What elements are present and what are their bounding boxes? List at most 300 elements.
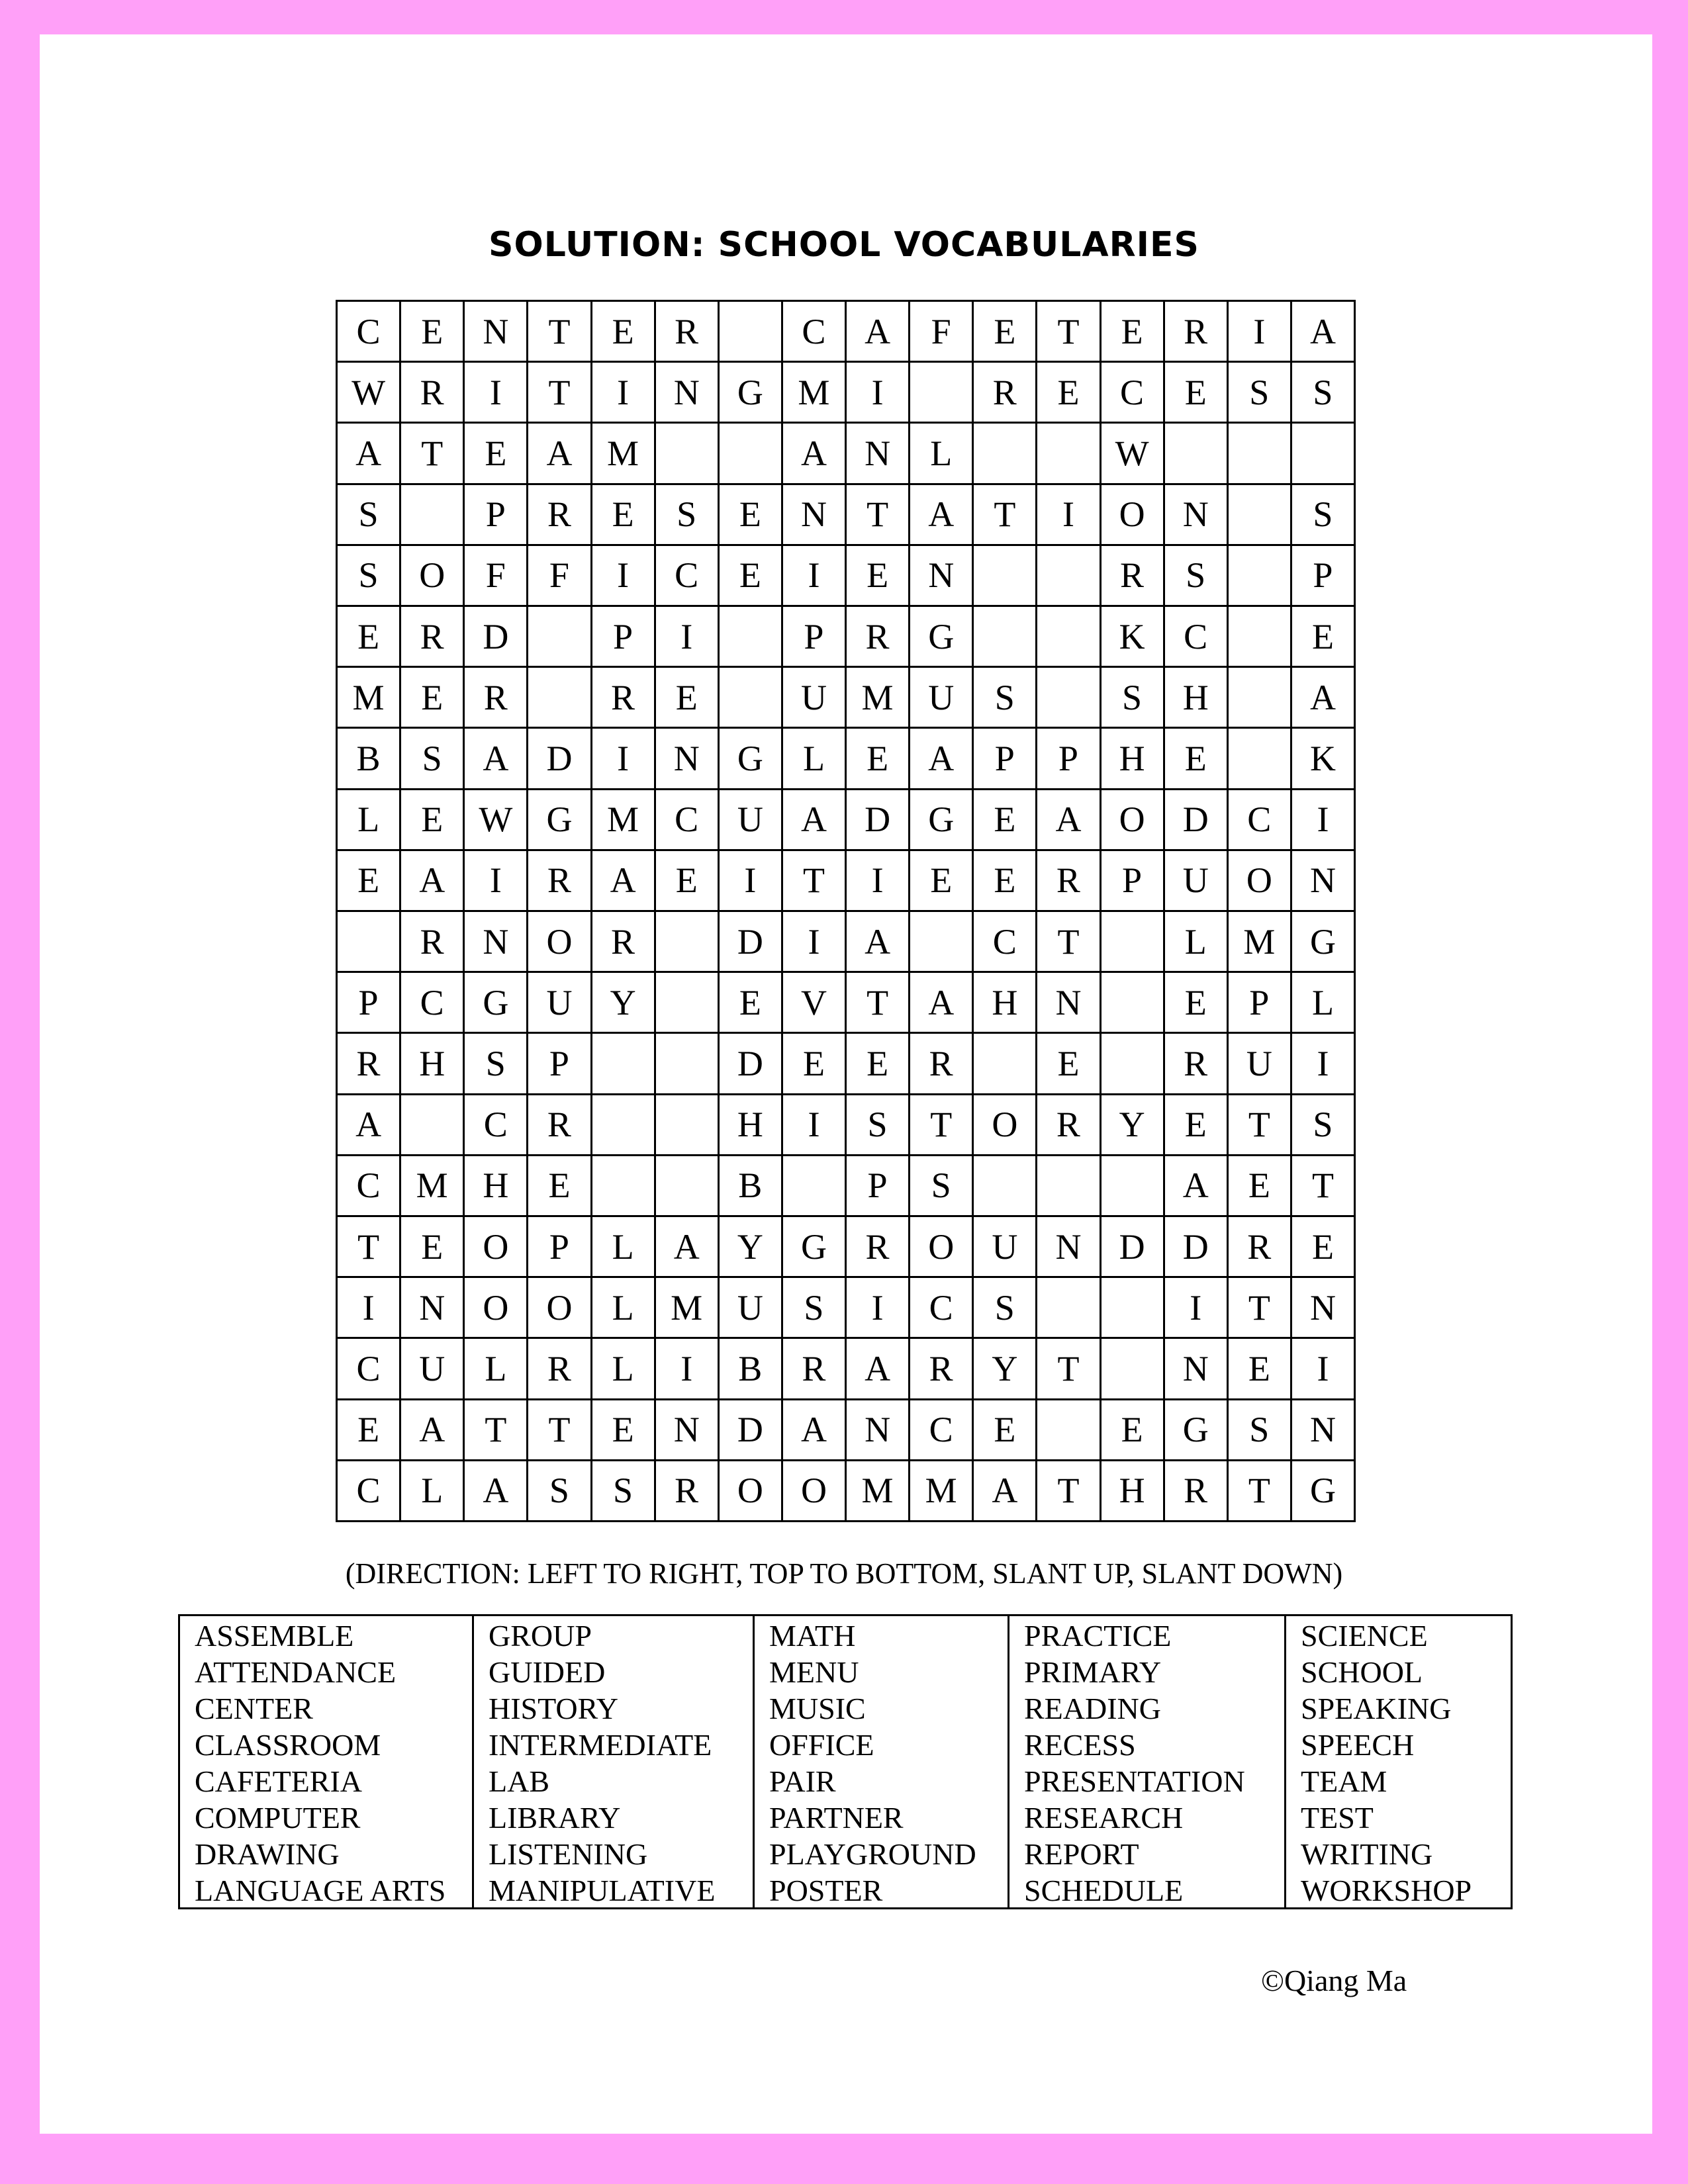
- grid-cell: P: [528, 1034, 592, 1095]
- grid-cell: I: [465, 363, 528, 424]
- grid-cell: T: [910, 1095, 974, 1156]
- grid-cell: E: [656, 851, 720, 912]
- grid-cell: R: [1165, 302, 1229, 363]
- grid-cell: C: [401, 973, 465, 1034]
- grid-cell: C: [1102, 363, 1165, 424]
- grid-cell: A: [974, 1461, 1037, 1522]
- grid-cell: O: [401, 546, 465, 607]
- grid-cell: T: [401, 424, 465, 484]
- grid-cell: C: [656, 790, 720, 851]
- grid-cell: S: [592, 1461, 656, 1522]
- grid-cell: P: [1037, 729, 1101, 790]
- grid-cell: E: [783, 1034, 847, 1095]
- word-bank-word: LAB: [489, 1764, 549, 1798]
- grid-cell: H: [465, 1156, 528, 1217]
- grid-cell: Y: [720, 1217, 783, 1278]
- grid-cell: E: [401, 668, 465, 729]
- grid-cell: P: [847, 1156, 910, 1217]
- grid-cell: E: [974, 1400, 1037, 1461]
- grid-cell: U: [720, 790, 783, 851]
- grid-cell: B: [720, 1156, 783, 1217]
- word-bank-word: DRAWING: [195, 1837, 340, 1871]
- grid-cell: E: [1165, 1095, 1229, 1156]
- grid-cell: O: [783, 1461, 847, 1522]
- grid-cell: T: [1037, 1461, 1101, 1522]
- grid-cell: I: [847, 1278, 910, 1339]
- grid-cell: R: [338, 1034, 401, 1095]
- grid-cell: O: [528, 1278, 592, 1339]
- grid-cell: R: [401, 912, 465, 973]
- grid-cell: P: [465, 485, 528, 546]
- grid-cell: N: [656, 363, 720, 424]
- grid-cell: I: [465, 851, 528, 912]
- grid-cell: M: [592, 424, 656, 484]
- grid-cell: F: [465, 546, 528, 607]
- grid-cell: R: [974, 363, 1037, 424]
- grid-cell: E: [847, 546, 910, 607]
- grid-cell: S: [338, 546, 401, 607]
- grid-cell: E: [974, 790, 1037, 851]
- grid-cell: A: [592, 851, 656, 912]
- grid-cell: O: [465, 1217, 528, 1278]
- grid-cell: N: [656, 729, 720, 790]
- grid-cell: A: [401, 851, 465, 912]
- grid-cell: R: [1037, 1095, 1101, 1156]
- grid-cell: [1102, 1278, 1165, 1339]
- grid-cell: L: [1292, 973, 1356, 1034]
- word-bank-word: PAIR: [769, 1764, 836, 1798]
- grid-cell: R: [592, 668, 656, 729]
- grid-cell: H: [401, 1034, 465, 1095]
- grid-cell: T: [974, 485, 1037, 546]
- word-bank-word: RESEARCH: [1024, 1801, 1184, 1835]
- grid-cell: I: [1037, 485, 1101, 546]
- grid-cell: [720, 302, 783, 363]
- grid-cell: N: [910, 546, 974, 607]
- word-bank-word: CLASSROOM: [195, 1728, 381, 1762]
- grid-cell: A: [783, 790, 847, 851]
- grid-cell: T: [783, 851, 847, 912]
- grid-cell: E: [720, 485, 783, 546]
- grid-cell: [1037, 668, 1101, 729]
- grid-cell: [656, 1095, 720, 1156]
- grid-cell: G: [1292, 1461, 1356, 1522]
- word-bank-word: COMPUTER: [195, 1801, 361, 1835]
- grid-cell: I: [847, 851, 910, 912]
- grid-cell: K: [1102, 607, 1165, 668]
- word-bank-word: READING: [1024, 1692, 1161, 1725]
- grid-cell: I: [783, 912, 847, 973]
- grid-cell: I: [1165, 1278, 1229, 1339]
- grid-cell: Y: [974, 1339, 1037, 1400]
- grid-cell: T: [847, 485, 910, 546]
- word-bank-word: PRACTICE: [1024, 1619, 1172, 1653]
- grid-cell: M: [910, 1461, 974, 1522]
- grid-cell: G: [465, 973, 528, 1034]
- grid-cell: O: [910, 1217, 974, 1278]
- grid-cell: A: [1292, 302, 1356, 363]
- grid-cell: I: [1292, 1339, 1356, 1400]
- grid-cell: [1037, 424, 1101, 484]
- word-bank-word: SCHEDULE: [1024, 1874, 1184, 1907]
- grid-cell: [974, 424, 1037, 484]
- grid-cell: [1229, 668, 1292, 729]
- grid-cell: [656, 424, 720, 484]
- grid-cell: D: [847, 790, 910, 851]
- grid-cell: P: [1229, 973, 1292, 1034]
- grid-cell: [1037, 1278, 1101, 1339]
- grid-cell: A: [338, 1095, 401, 1156]
- grid-cell: A: [910, 729, 974, 790]
- grid-cell: N: [783, 485, 847, 546]
- grid-cell: E: [1229, 1156, 1292, 1217]
- grid-cell: C: [338, 302, 401, 363]
- word-bank-word: INTERMEDIATE: [489, 1728, 712, 1762]
- grid-cell: M: [401, 1156, 465, 1217]
- grid-cell: T: [465, 1400, 528, 1461]
- grid-cell: F: [528, 546, 592, 607]
- word-bank-word: ATTENDANCE: [195, 1655, 397, 1689]
- word-bank-word: PARTNER: [769, 1801, 904, 1835]
- grid-cell: [592, 1156, 656, 1217]
- grid-cell: U: [974, 1217, 1037, 1278]
- grid-cell: E: [656, 668, 720, 729]
- word-bank-column: [474, 1616, 755, 1907]
- grid-cell: E: [465, 424, 528, 484]
- word-bank-word: RECESS: [1024, 1728, 1136, 1762]
- grid-cell: E: [528, 1156, 592, 1217]
- grid-cell: [1037, 546, 1101, 607]
- grid-cell: T: [1229, 1095, 1292, 1156]
- grid-cell: U: [720, 1278, 783, 1339]
- grid-cell: [1037, 1156, 1101, 1217]
- grid-cell: R: [910, 1034, 974, 1095]
- grid-cell: D: [528, 729, 592, 790]
- grid-cell: E: [910, 851, 974, 912]
- grid-cell: I: [656, 1339, 720, 1400]
- grid-cell: P: [1102, 851, 1165, 912]
- grid-cell: E: [1165, 973, 1229, 1034]
- word-bank-word: LISTENING: [489, 1837, 648, 1871]
- grid-cell: O: [1102, 485, 1165, 546]
- grid-cell: N: [1165, 485, 1229, 546]
- grid-cell: A: [847, 1339, 910, 1400]
- grid-cell: S: [1229, 363, 1292, 424]
- word-bank-word: SCHOOL: [1301, 1655, 1423, 1689]
- grid-cell: N: [465, 302, 528, 363]
- word-bank-word: HISTORY: [489, 1692, 618, 1725]
- grid-cell: N: [1037, 1217, 1101, 1278]
- grid-cell: R: [401, 363, 465, 424]
- page-title: SOLUTION: SCHOOL VOCABULARIES: [489, 225, 1199, 265]
- grid-cell: L: [592, 1217, 656, 1278]
- grid-cell: S: [656, 485, 720, 546]
- grid-cell: O: [465, 1278, 528, 1339]
- grid-cell: [783, 1156, 847, 1217]
- grid-cell: I: [592, 363, 656, 424]
- grid-cell: E: [401, 302, 465, 363]
- grid-cell: T: [338, 1217, 401, 1278]
- grid-cell: I: [847, 363, 910, 424]
- grid-cell: P: [974, 729, 1037, 790]
- word-bank-word: POSTER: [769, 1874, 883, 1907]
- grid-cell: R: [1165, 1461, 1229, 1522]
- grid-cell: R: [656, 1461, 720, 1522]
- grid-cell: G: [528, 790, 592, 851]
- grid-cell: E: [1165, 363, 1229, 424]
- grid-cell: D: [720, 912, 783, 973]
- grid-cell: I: [1292, 1034, 1356, 1095]
- grid-cell: L: [1165, 912, 1229, 973]
- word-bank-word: GROUP: [489, 1619, 592, 1653]
- grid-cell: [1229, 729, 1292, 790]
- grid-cell: A: [1037, 790, 1101, 851]
- grid-cell: L: [401, 1461, 465, 1522]
- grid-cell: A: [401, 1400, 465, 1461]
- grid-cell: F: [910, 302, 974, 363]
- grid-cell: N: [1165, 1339, 1229, 1400]
- grid-cell: E: [338, 851, 401, 912]
- grid-cell: A: [1292, 668, 1356, 729]
- grid-cell: O: [1102, 790, 1165, 851]
- grid-cell: E: [847, 1034, 910, 1095]
- grid-cell: [1037, 607, 1101, 668]
- grid-cell: L: [783, 729, 847, 790]
- grid-cell: E: [401, 1217, 465, 1278]
- grid-cell: [720, 607, 783, 668]
- grid-cell: U: [910, 668, 974, 729]
- grid-cell: N: [401, 1278, 465, 1339]
- word-bank-word: LANGUAGE ARTS: [195, 1874, 446, 1907]
- grid-cell: [1229, 607, 1292, 668]
- grid-cell: G: [1292, 912, 1356, 973]
- grid-cell: E: [974, 851, 1037, 912]
- grid-cell: R: [847, 1217, 910, 1278]
- grid-cell: [910, 912, 974, 973]
- grid-cell: R: [1229, 1217, 1292, 1278]
- grid-cell: [1229, 546, 1292, 607]
- grid-cell: [910, 363, 974, 424]
- word-bank-word: WRITING: [1301, 1837, 1433, 1871]
- grid-cell: [974, 607, 1037, 668]
- grid-cell: S: [528, 1461, 592, 1522]
- grid-cell: K: [1292, 729, 1356, 790]
- grid-cell: U: [528, 973, 592, 1034]
- grid-cell: R: [528, 1095, 592, 1156]
- grid-cell: T: [1037, 1339, 1101, 1400]
- grid-cell: [974, 1156, 1037, 1217]
- grid-cell: R: [783, 1339, 847, 1400]
- grid-cell: U: [1165, 851, 1229, 912]
- grid-cell: G: [910, 790, 974, 851]
- grid-cell: A: [465, 729, 528, 790]
- grid-cell: O: [720, 1461, 783, 1522]
- grid-cell: H: [720, 1095, 783, 1156]
- word-bank-word: CENTER: [195, 1692, 313, 1725]
- grid-cell: S: [338, 485, 401, 546]
- grid-cell: S: [783, 1278, 847, 1339]
- grid-cell: S: [401, 729, 465, 790]
- grid-cell: L: [338, 790, 401, 851]
- grid-cell: E: [401, 790, 465, 851]
- grid-cell: E: [1037, 363, 1101, 424]
- word-bank-column: [755, 1616, 1009, 1907]
- grid-cell: M: [847, 1461, 910, 1522]
- word-bank-word: SPEAKING: [1301, 1692, 1452, 1725]
- grid-cell: I: [783, 1095, 847, 1156]
- grid-cell: W: [1102, 424, 1165, 484]
- grid-cell: I: [592, 729, 656, 790]
- grid-cell: E: [1102, 302, 1165, 363]
- grid-cell: C: [910, 1278, 974, 1339]
- grid-cell: E: [592, 485, 656, 546]
- grid-cell: H: [974, 973, 1037, 1034]
- grid-cell: M: [783, 363, 847, 424]
- grid-cell: D: [720, 1400, 783, 1461]
- grid-cell: D: [1165, 1217, 1229, 1278]
- grid-cell: R: [401, 607, 465, 668]
- grid-cell: I: [783, 546, 847, 607]
- grid-cell: W: [338, 363, 401, 424]
- grid-cell: C: [338, 1461, 401, 1522]
- grid-cell: U: [1229, 1034, 1292, 1095]
- grid-cell: S: [1292, 363, 1356, 424]
- grid-cell: C: [974, 912, 1037, 973]
- grid-cell: [1229, 485, 1292, 546]
- grid-cell: E: [338, 607, 401, 668]
- grid-cell: B: [338, 729, 401, 790]
- grid-cell: A: [783, 424, 847, 484]
- word-bank-word: CAFETERIA: [195, 1764, 362, 1798]
- grid-cell: N: [847, 424, 910, 484]
- grid-cell: [1102, 1034, 1165, 1095]
- grid-cell: T: [1037, 912, 1101, 973]
- grid-cell: N: [465, 912, 528, 973]
- grid-cell: C: [910, 1400, 974, 1461]
- grid-cell: [720, 424, 783, 484]
- grid-cell: [592, 1095, 656, 1156]
- grid-cell: E: [847, 729, 910, 790]
- word-bank-column: [1286, 1616, 1511, 1907]
- grid-cell: E: [1229, 1339, 1292, 1400]
- grid-cell: P: [528, 1217, 592, 1278]
- grid-cell: E: [1165, 729, 1229, 790]
- grid-cell: L: [910, 424, 974, 484]
- grid-cell: C: [656, 546, 720, 607]
- grid-cell: W: [465, 790, 528, 851]
- grid-cell: [656, 912, 720, 973]
- grid-cell: A: [1165, 1156, 1229, 1217]
- grid-cell: G: [720, 363, 783, 424]
- grid-cell: E: [1292, 1217, 1356, 1278]
- grid-cell: M: [592, 790, 656, 851]
- grid-cell: Y: [1102, 1095, 1165, 1156]
- grid-cell: O: [528, 912, 592, 973]
- grid-cell: [401, 485, 465, 546]
- grid-cell: B: [720, 1339, 783, 1400]
- word-bank-word: WORKSHOP: [1301, 1874, 1472, 1907]
- grid-cell: T: [1037, 302, 1101, 363]
- grid-cell: [1229, 424, 1292, 484]
- grid-cell: E: [592, 1400, 656, 1461]
- grid-cell: R: [1037, 851, 1101, 912]
- word-bank-column: [1009, 1616, 1286, 1907]
- word-search-grid: [336, 300, 1356, 1522]
- grid-cell: P: [338, 973, 401, 1034]
- grid-cell: A: [847, 912, 910, 973]
- grid-cell: P: [1292, 546, 1356, 607]
- grid-cell: E: [1102, 1400, 1165, 1461]
- grid-cell: R: [1165, 1034, 1229, 1095]
- grid-cell: S: [1102, 668, 1165, 729]
- grid-cell: [401, 1095, 465, 1156]
- grid-cell: T: [528, 1400, 592, 1461]
- grid-cell: N: [1292, 1278, 1356, 1339]
- grid-cell: S: [1165, 546, 1229, 607]
- grid-cell: [1102, 1339, 1165, 1400]
- grid-cell: [656, 1034, 720, 1095]
- grid-cell: S: [465, 1034, 528, 1095]
- grid-cell: C: [338, 1156, 401, 1217]
- grid-cell: M: [847, 668, 910, 729]
- grid-cell: E: [720, 546, 783, 607]
- grid-cell: [592, 1034, 656, 1095]
- grid-cell: C: [338, 1339, 401, 1400]
- grid-cell: G: [1165, 1400, 1229, 1461]
- grid-cell: [1102, 973, 1165, 1034]
- grid-cell: [528, 668, 592, 729]
- grid-cell: L: [465, 1339, 528, 1400]
- grid-cell: G: [783, 1217, 847, 1278]
- grid-cell: A: [528, 424, 592, 484]
- grid-cell: E: [1037, 1034, 1101, 1095]
- word-bank-word: GUIDED: [489, 1655, 606, 1689]
- grid-cell: R: [910, 1339, 974, 1400]
- word-bank-table: [178, 1614, 1513, 1909]
- word-bank-word: SPEECH: [1301, 1728, 1415, 1762]
- grid-cell: P: [592, 607, 656, 668]
- grid-cell: C: [783, 302, 847, 363]
- grid-cell: [338, 912, 401, 973]
- grid-cell: C: [1229, 790, 1292, 851]
- word-bank-word: TEAM: [1301, 1764, 1387, 1798]
- grid-cell: H: [1102, 1461, 1165, 1522]
- grid-cell: T: [528, 363, 592, 424]
- grid-cell: E: [720, 973, 783, 1034]
- grid-cell: R: [592, 912, 656, 973]
- grid-cell: T: [1292, 1156, 1356, 1217]
- grid-cell: C: [465, 1095, 528, 1156]
- grid-cell: S: [974, 668, 1037, 729]
- grid-cell: E: [592, 302, 656, 363]
- grid-cell: [1037, 1400, 1101, 1461]
- word-bank-word: TEST: [1301, 1801, 1374, 1835]
- grid-cell: I: [656, 607, 720, 668]
- word-bank-word: MATH: [769, 1619, 856, 1653]
- grid-cell: T: [847, 973, 910, 1034]
- grid-cell: U: [783, 668, 847, 729]
- word-bank-column: [180, 1616, 474, 1907]
- grid-cell: S: [1292, 485, 1356, 546]
- grid-cell: Y: [592, 973, 656, 1034]
- grid-cell: [528, 607, 592, 668]
- grid-cell: R: [465, 668, 528, 729]
- word-bank-word: LIBRARY: [489, 1801, 621, 1835]
- grid-cell: S: [974, 1278, 1037, 1339]
- grid-cell: D: [1102, 1217, 1165, 1278]
- grid-cell: A: [910, 485, 974, 546]
- grid-cell: R: [528, 851, 592, 912]
